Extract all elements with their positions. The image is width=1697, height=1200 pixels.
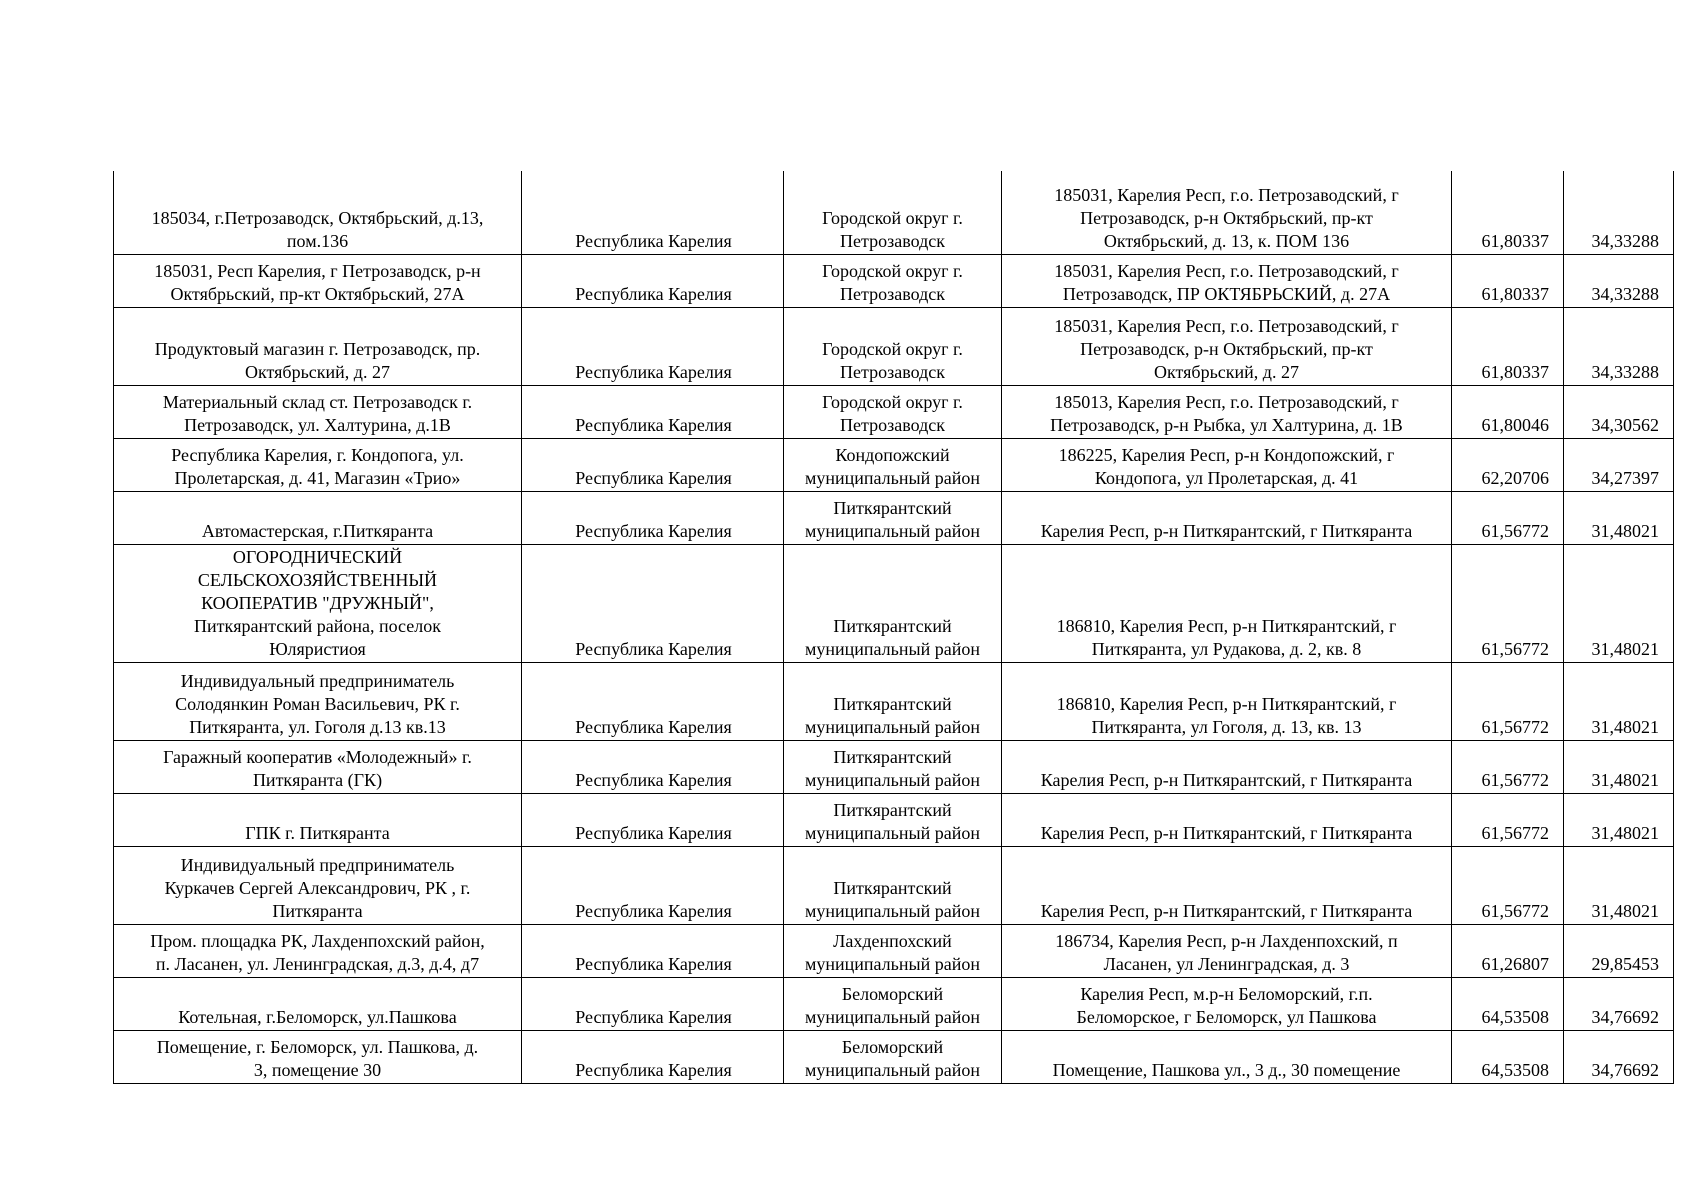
district-cell: Питкярантский муниципальный район bbox=[784, 740, 1002, 793]
latitude-cell: 61,56772 bbox=[1452, 793, 1564, 846]
region-cell: Республика Карелия bbox=[522, 662, 784, 740]
longitude-cell: 34,27397 bbox=[1564, 438, 1674, 491]
table-row bbox=[114, 171, 1674, 254]
longitude-cell: 34,33288 bbox=[1564, 171, 1674, 254]
address-cell: Карелия Респ, м.р-н Беломорский, г.п. Беломорское, г Беломорск, ул Пашкова bbox=[1002, 977, 1452, 1030]
latitude-cell: 61,56772 bbox=[1452, 740, 1564, 793]
object-name-cell: Помещение, г. Беломорск, ул. Пашкова, д. 3, помещение 30 bbox=[114, 1030, 522, 1083]
table-row bbox=[114, 662, 1674, 740]
object-name-cell: Индивидуальный предприниматель Куркачев Сергей Александрович, РК , г. Питкяранта bbox=[114, 846, 522, 924]
object-name-cell: Продуктовый магазин г. Петрозаводск, пр. Октябрьский, д. 27 bbox=[114, 307, 522, 385]
table-row bbox=[114, 846, 1674, 924]
latitude-cell: 61,26807 bbox=[1452, 924, 1564, 977]
latitude-cell: 61,56772 bbox=[1452, 544, 1564, 662]
region-cell: Республика Карелия bbox=[522, 924, 784, 977]
latitude-cell: 61,56772 bbox=[1452, 846, 1564, 924]
region-cell: Республика Карелия bbox=[522, 977, 784, 1030]
table-row bbox=[114, 740, 1674, 793]
table-row bbox=[114, 307, 1674, 385]
address-cell: Помещение, Пашкова ул., 3 д., 30 помещение bbox=[1002, 1030, 1452, 1083]
region-cell: Республика Карелия bbox=[522, 254, 784, 307]
address-cell: Карелия Респ, р-н Питкярантский, г Питкяранта bbox=[1002, 846, 1452, 924]
region-cell: Республика Карелия bbox=[522, 385, 784, 438]
object-name-cell: 185034, г.Петрозаводск, Октябрьский, д.13, пом.136 bbox=[114, 171, 522, 254]
address-table bbox=[113, 171, 1674, 1084]
address-cell: 185031, Карелия Респ, г.о. Петрозаводский, г Петрозаводск, р-н Октябрьский, пр-кт Октябрьский, д. 27 bbox=[1002, 307, 1452, 385]
object-name-cell: Пром. площадка РК, Лахденпохский район, п. Ласанен, ул. Ленинградская, д.3, д.4, д7 bbox=[114, 924, 522, 977]
address-cell: 186225, Карелия Респ, р-н Кондопожский, г Кондопога, ул Пролетарская, д. 41 bbox=[1002, 438, 1452, 491]
table-row bbox=[114, 544, 1674, 662]
region-cell: Республика Карелия bbox=[522, 1030, 784, 1083]
object-name-cell: ГПК г. Питкяранта bbox=[114, 793, 522, 846]
region-cell: Республика Карелия bbox=[522, 438, 784, 491]
object-name-cell: Республика Карелия, г. Кондопога, ул. Пролетарская, д. 41, Магазин «Трио» bbox=[114, 438, 522, 491]
address-cell: 186810, Карелия Респ, р-н Питкярантский, г Питкяранта, ул Гоголя, д. 13, кв. 13 bbox=[1002, 662, 1452, 740]
longitude-cell: 34,76692 bbox=[1564, 977, 1674, 1030]
longitude-cell: 34,33288 bbox=[1564, 307, 1674, 385]
district-cell: Беломорский муниципальный район bbox=[784, 977, 1002, 1030]
latitude-cell: 61,56772 bbox=[1452, 491, 1564, 544]
longitude-cell: 34,33288 bbox=[1564, 254, 1674, 307]
longitude-cell: 31,48021 bbox=[1564, 491, 1674, 544]
table-row bbox=[114, 438, 1674, 491]
object-name-cell: Автомастерская, г.Питкяранта bbox=[114, 491, 522, 544]
longitude-cell: 34,30562 bbox=[1564, 385, 1674, 438]
district-cell: Городской округ г. Петрозаводск bbox=[784, 171, 1002, 254]
longitude-cell: 29,85453 bbox=[1564, 924, 1674, 977]
longitude-cell: 34,76692 bbox=[1564, 1030, 1674, 1083]
district-cell: Питкярантский муниципальный район bbox=[784, 544, 1002, 662]
object-name-cell: Котельная, г.Беломорск, ул.Пашкова bbox=[114, 977, 522, 1030]
object-name-cell: ОГОРОДНИЧЕСКИЙ СЕЛЬСКОХОЗЯЙСТВЕННЫЙ КООПЕРАТИВ "ДРУЖНЫЙ", Питкярантский района, поселок Юляристиоя bbox=[114, 544, 522, 662]
latitude-cell: 61,80337 bbox=[1452, 171, 1564, 254]
address-cell: 186734, Карелия Респ, р-н Лахденпохский, п Ласанен, ул Ленинградская, д. 3 bbox=[1002, 924, 1452, 977]
region-cell: Республика Карелия bbox=[522, 491, 784, 544]
address-cell: 185031, Карелия Респ, г.о. Петрозаводский, г Петрозаводск, р-н Октябрьский, пр-кт Октябрьский, д. 13, к. ПОМ 136 bbox=[1002, 171, 1452, 254]
table-row bbox=[114, 1030, 1674, 1083]
region-cell: Республика Карелия bbox=[522, 793, 784, 846]
latitude-cell: 61,80337 bbox=[1452, 254, 1564, 307]
region-cell: Республика Карелия bbox=[522, 171, 784, 254]
longitude-cell: 31,48021 bbox=[1564, 662, 1674, 740]
latitude-cell: 64,53508 bbox=[1452, 1030, 1564, 1083]
district-cell: Городской округ г. Петрозаводск bbox=[784, 385, 1002, 438]
longitude-cell: 31,48021 bbox=[1564, 544, 1674, 662]
address-cell: 185013, Карелия Респ, г.о. Петрозаводский, г Петрозаводск, р-н Рыбка, ул Халтурина, д. 1В bbox=[1002, 385, 1452, 438]
object-name-cell: Индивидуальный предприниматель Солодянкин Роман Васильевич, РК г. Питкяранта, ул. Гоголя д.13 кв.13 bbox=[114, 662, 522, 740]
table-row bbox=[114, 491, 1674, 544]
district-cell: Питкярантский муниципальный район bbox=[784, 846, 1002, 924]
table-body bbox=[114, 171, 1674, 1083]
district-cell: Питкярантский муниципальный район bbox=[784, 662, 1002, 740]
region-cell: Республика Карелия bbox=[522, 846, 784, 924]
latitude-cell: 61,80046 bbox=[1452, 385, 1564, 438]
latitude-cell: 61,80337 bbox=[1452, 307, 1564, 385]
address-cell: Карелия Респ, р-н Питкярантский, г Питкяранта bbox=[1002, 740, 1452, 793]
longitude-cell: 31,48021 bbox=[1564, 740, 1674, 793]
region-cell: Республика Карелия bbox=[522, 307, 784, 385]
latitude-cell: 64,53508 bbox=[1452, 977, 1564, 1030]
district-cell: Питкярантский муниципальный район bbox=[784, 491, 1002, 544]
district-cell: Лахденпохский муниципальный район bbox=[784, 924, 1002, 977]
district-cell: Питкярантский муниципальный район bbox=[784, 793, 1002, 846]
region-cell: Республика Карелия bbox=[522, 740, 784, 793]
longitude-cell: 31,48021 bbox=[1564, 846, 1674, 924]
object-name-cell: Материальный склад ст. Петрозаводск г. Петрозаводск, ул. Халтурина, д.1В bbox=[114, 385, 522, 438]
district-cell: Кондопожский муниципальный район bbox=[784, 438, 1002, 491]
table-row bbox=[114, 977, 1674, 1030]
object-name-cell: Гаражный кооператив «Молодежный» г. Питкяранта (ГК) bbox=[114, 740, 522, 793]
latitude-cell: 61,56772 bbox=[1452, 662, 1564, 740]
district-cell: Беломорский муниципальный район bbox=[784, 1030, 1002, 1083]
district-cell: Городской округ г. Петрозаводск bbox=[784, 254, 1002, 307]
region-cell: Республика Карелия bbox=[522, 544, 784, 662]
address-cell: Карелия Респ, р-н Питкярантский, г Питкяранта bbox=[1002, 793, 1452, 846]
table-row bbox=[114, 385, 1674, 438]
latitude-cell: 62,20706 bbox=[1452, 438, 1564, 491]
table-row bbox=[114, 793, 1674, 846]
district-cell: Городской округ г. Петрозаводск bbox=[784, 307, 1002, 385]
table-row bbox=[114, 254, 1674, 307]
address-cell: Карелия Респ, р-н Питкярантский, г Питкяранта bbox=[1002, 491, 1452, 544]
address-cell: 185031, Карелия Респ, г.о. Петрозаводский, г Петрозаводск, ПР ОКТЯБРЬСКИЙ, д. 27А bbox=[1002, 254, 1452, 307]
longitude-cell: 31,48021 bbox=[1564, 793, 1674, 846]
table-row bbox=[114, 924, 1674, 977]
address-cell: 186810, Карелия Респ, р-н Питкярантский, г Питкяранта, ул Рудакова, д. 2, кв. 8 bbox=[1002, 544, 1452, 662]
object-name-cell: 185031, Респ Карелия, г Петрозаводск, р-н Октябрьский, пр-кт Октябрьский, 27А bbox=[114, 254, 522, 307]
